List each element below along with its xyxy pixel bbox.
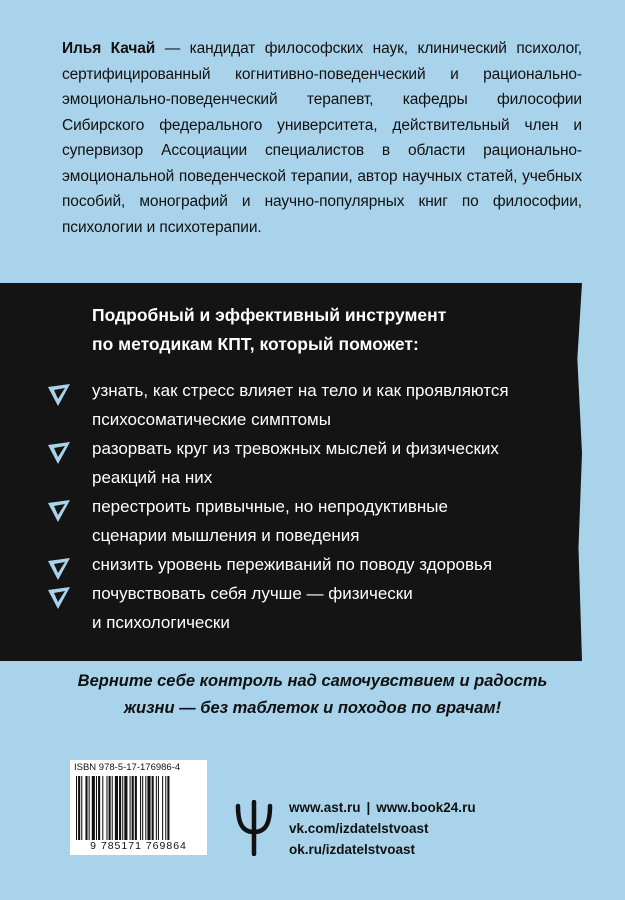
barcode [70,760,207,855]
barcode-bar [130,776,131,840]
barcode-bar [109,776,111,840]
feature-text-line-1: разорвать круг из тревожных мыслей и физических [92,439,499,458]
barcode-bar [162,776,163,840]
barcode-bar [115,776,118,840]
author-bio [62,36,582,240]
panel-title-line-1: Подробный и эффективный инструмент [92,305,447,325]
link-vk[interactable]: vk.com/izdatelstvoast [289,821,429,836]
barcode-bar [78,776,80,840]
barcode-bar [102,776,103,840]
barcode-bar [167,776,169,840]
barcode-bar [158,776,159,840]
barcode-bar [156,776,157,840]
barcode-bar [96,776,97,840]
feature-text-line-1: узнать, как стресс влияет на тело и как проявляются [92,381,509,400]
barcode-bar [140,776,141,840]
barcode-digits: 9 785171 769864 [90,840,187,852]
author-name: Илья Качай [62,40,156,57]
barcode-bars [74,776,203,840]
barcode-bar [92,776,95,840]
barcode-bar [165,776,166,840]
feature-text-line-2: сценарии мышления и поведения [92,526,360,545]
barcode-bar [152,776,154,840]
link-book24[interactable]: www.book24.ru [376,800,476,815]
panel-title-line-2: по методикам КПТ, который поможет: [92,334,419,354]
check-triangle-icon [46,382,72,408]
barcode-bar [98,776,100,840]
check-triangle-icon [46,440,72,466]
slogan [40,668,585,722]
feature-text-line-2: реакций на них [92,468,213,487]
feature-text-line-1: перестроить привычные, но непродуктивные [92,497,448,516]
check-triangle-icon [46,585,72,611]
author-bio-text: — кандидат философских наук, клинический психолог, сертифицированный когнитивно-поведенческий и рационально-эмоционально-поведенческий терапевт, кафедры философии Сибирского федерального университета, действительный член и супервизор Ассоциации специалистов в области рационально-эмоциональной поведенческой терапии, автор научных статей, учебных пособий, монографий и научно-популярных книг по философии, психологии и психотерапии. [62,40,582,236]
barcode-bar [76,776,77,840]
slogan-line-2: жизни — без таблеток и походов по врачам! [123,699,502,717]
feature-text-line-1: снизить уровень переживаний по поводу здоровья [92,555,493,574]
barcode-bar [89,776,90,840]
barcode-bar [124,776,127,840]
barcode-bar [132,776,134,840]
barcode-bar [135,776,137,840]
barcode-bar [85,776,87,840]
barcode-bar [112,776,113,840]
link-ok[interactable]: ok.ru/izdatelstvoast [289,842,416,857]
slogan-line-1: Верните себе контроль над самочувствием и радость [77,672,548,690]
panel-title [92,301,552,359]
barcode-bar [147,776,150,840]
link-ast[interactable]: www.ast.ru [289,800,361,815]
barcode-bar [106,776,107,840]
feature-text-line-1: почувствовать себя лучше — физически [92,584,413,603]
barcode-bar [142,776,143,840]
barcode-bar [119,776,121,840]
check-triangle-icon [46,556,72,582]
barcode-bar [81,776,82,840]
link-separator: | [366,800,371,815]
publisher-links [289,797,476,860]
barcode-bar [145,776,146,840]
isbn-label: ISBN 978-5-17-176986-4 [74,762,181,773]
barcode-bar [122,776,123,840]
check-triangle-icon [46,498,72,524]
publisher-psi-logo [234,800,274,856]
feature-text-line-2: психосоматические симптомы [92,410,331,429]
feature-text-line-2: и психологически [92,613,230,632]
